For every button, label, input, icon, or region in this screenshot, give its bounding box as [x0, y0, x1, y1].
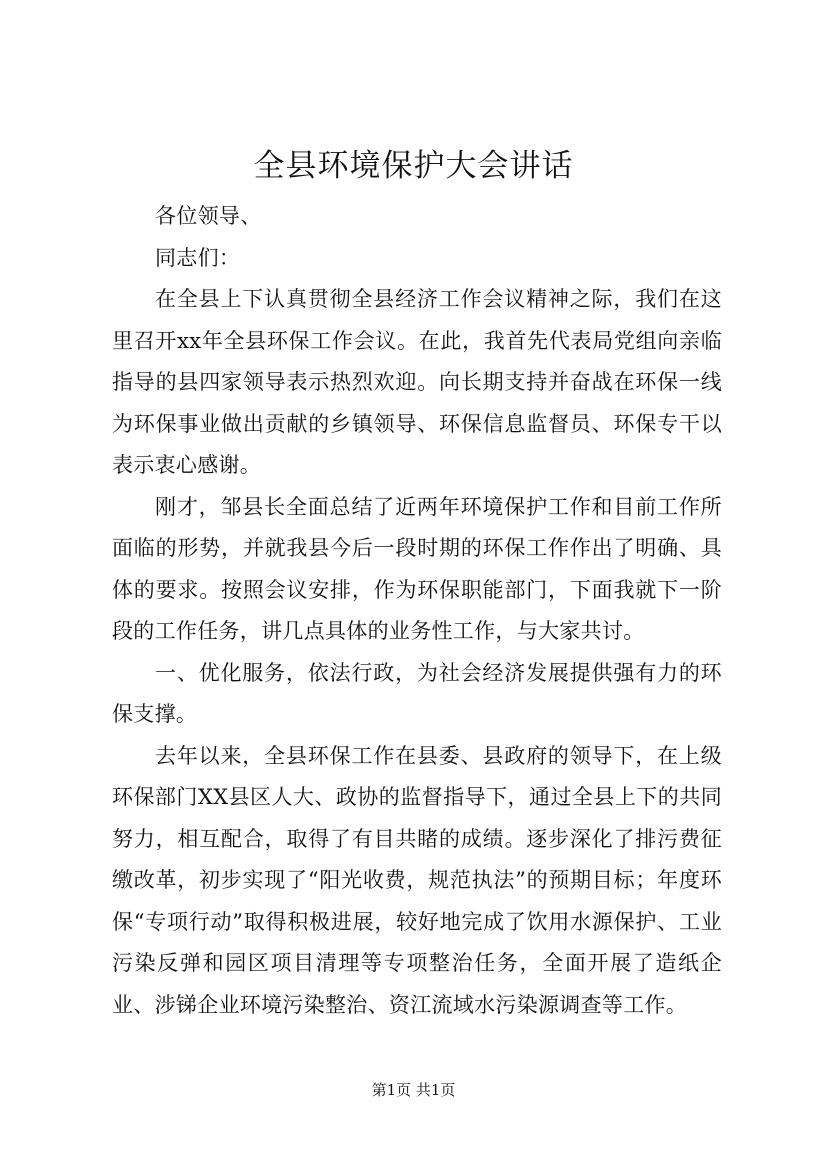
document-title: 全县环境保护大会讲话: [253, 148, 574, 184]
section-heading: 一、优化服务，依法行政，为社会经济发展提供强有力的环保支撑。: [112, 660, 722, 726]
body-paragraph: 刚才，邹县长全面总结了近两年环境保护工作和目前工作所面临的形势，并就我县今后一段时期的环保工作作出了明确、具体的要求。按照会议安排，作为环保职能部门，下面我就下一阶段的工作任务，讲几点具体的业务性工作，与大家共讨。: [112, 494, 722, 643]
salutation-line: 同志们：: [155, 245, 241, 270]
body-paragraph: 去年以来，全县环保工作在县委、县政府的领导下，在上级环保部门XX县区人大、政协的监督指导下，通过全县上下的共同努力，相互配合，取得了有目共睹的成绩。逐步深化了排污费征缴改革，初步实现了“阳光收费，规范执法”的预期目标；年度环保“专项行动”取得积极进展，较好地完成了饮用水源保护、工业污染反弹和园区项目清理等专项整治任务，全面开展了造纸企业、涉锑企业环境污染整治、资江流域水污染源调查等工作。: [112, 743, 722, 1017]
document-body: [112, 196, 722, 1026]
salutation-line: 各位领导、: [155, 204, 262, 228]
page-footer: 第1页 共1页: [371, 1081, 456, 1099]
body-paragraph: 在全县上下认真贯彻全县经济工作会议精神之际，我们在这里召开xx年全县环保工作会议。在此，我首先代表局党组向亲临指导的县四家领导表示热烈欢迎。向长期支持并奋战在环保一线为环保事业做出贡献的乡镇领导、环保信息监督员、环保专干以表示衷心感谢。: [112, 287, 722, 477]
